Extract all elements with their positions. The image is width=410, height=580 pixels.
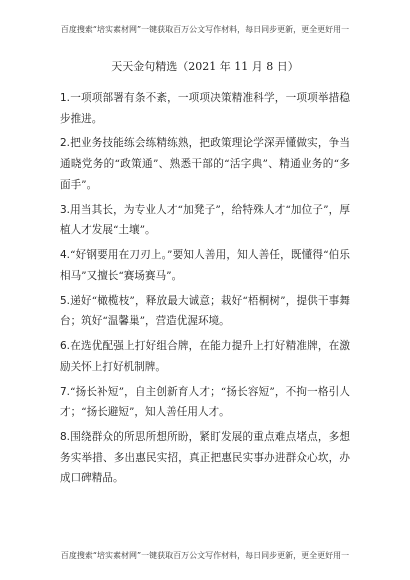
list-item	[60, 245, 350, 286]
item-text: 围绕群众的所思所想所盼，紧盯发展的重点难点堵点，多想务实举措、多出惠民实招，真正把惠民实事办进群众心坎，办成口碑精品。	[60, 430, 350, 485]
footer-banner: 百度搜索“培实素材网”一键获取百万公文写作材料，每日同步更新，更全更好用一	[60, 551, 350, 560]
item-text: 把业务技能练会练精练熟，把政策理论学深弄懂做实，争当通晓党务的“政策通”、熟悉干部的“活字典”、精通业务的“多面手”。	[60, 137, 350, 191]
list-item	[60, 427, 350, 489]
item-number: 1.	[60, 92, 71, 104]
item-number: 3.	[60, 203, 71, 216]
item-list	[60, 88, 350, 493]
item-number: 7.	[60, 385, 71, 398]
item-text: 递好“橄榄枝”，释放最大诚意；栽好“梧桐树”，提供干事舞台；筑好“温馨巢”，营造优渥环境。	[60, 294, 350, 328]
item-number: 6.	[60, 340, 71, 353]
header-banner: 百度搜索“培实素材网”一键获取百万公文写作材料，每日同步更新，更全更好用一	[60, 25, 350, 34]
item-text: 在选优配强上打好组合牌，在能力提升上打好精准牌，在激励关怀上打好机制牌。	[60, 340, 350, 373]
item-number: 5.	[60, 294, 71, 307]
page-title: 天天金句精选（2021 年 11 月 8 日）	[111, 60, 299, 73]
list-item	[60, 200, 350, 241]
list-item	[60, 291, 350, 332]
item-text: 用当其长，为专业人才“加凳子”，给特殊人才“加位子”，厚植人才发展“土壤”。	[60, 203, 350, 237]
item-number: 8.	[60, 430, 71, 443]
item-number: 4.	[60, 249, 71, 262]
list-item	[60, 336, 350, 377]
item-number: 2.	[60, 137, 71, 150]
list-item	[60, 88, 350, 129]
list-item	[60, 382, 350, 423]
item-text: 一项项部署有条不紊，一项项决策精准科学，一项项举措稳步推进。	[60, 92, 350, 125]
list-item	[60, 133, 350, 195]
item-text: “好钢要用在刀刃上。”要知人善用，知人善任，既懂得“伯乐相马”又擅长“赛场赛马”。	[60, 249, 350, 282]
item-text: “扬长补短”，自主创新育人才；“扬长容短”，不拘一格引人才；“扬长避短”，知人善任用人才。	[60, 385, 350, 419]
